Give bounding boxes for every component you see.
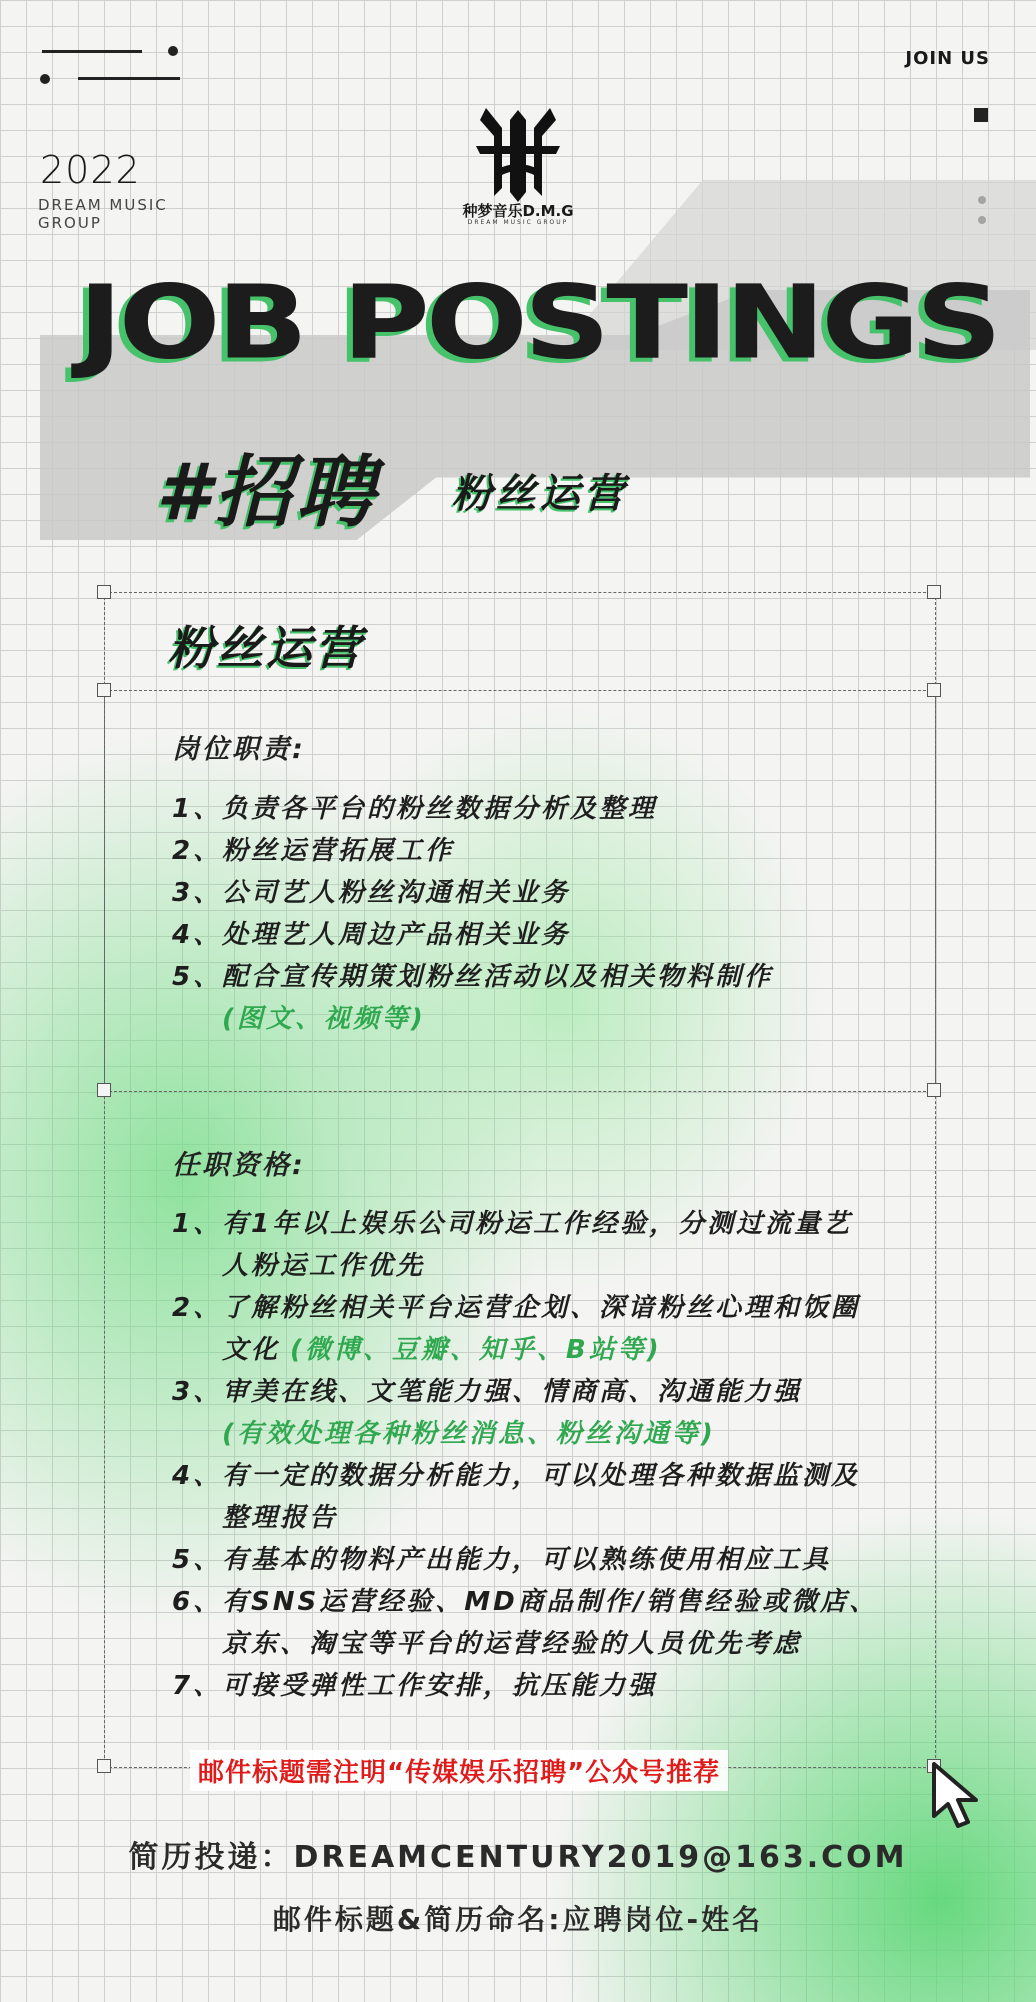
email-subject-notice: 邮件标题需注明“传媒娱乐招聘”公众号推荐: [190, 1750, 728, 1791]
list-item: [172, 872, 932, 914]
item-text: 处理艺人周边产品相关业务: [222, 920, 571, 950]
item-number: 5、: [172, 962, 223, 992]
item-number: 4、: [172, 1461, 223, 1491]
list-item: [172, 830, 932, 872]
item-text: 审美在线、文笔能力强、情商高、沟通能力强: [222, 1377, 803, 1407]
frame-corner: [97, 683, 111, 697]
deco-line-top: [42, 50, 142, 53]
deco-dot: [40, 74, 50, 84]
hash-title: #招聘: [156, 448, 379, 538]
duties-list: [172, 788, 932, 1040]
item-text: 有SNS运营经验、MD商品制作/销售经验或微店、: [222, 1587, 879, 1617]
item-number: 1、: [172, 794, 223, 824]
list-item: [172, 1203, 932, 1287]
list-item: [172, 788, 932, 830]
frame-corner: [97, 1759, 111, 1773]
list-item: [172, 1371, 932, 1455]
item-number: 3、: [172, 878, 223, 908]
item-text: 配合宣传期策划粉丝活动以及相关物料制作: [222, 962, 774, 992]
frame-corner: [97, 1083, 111, 1097]
logo-sub: DREAM MUSIC GROUP: [467, 219, 569, 226]
item-text: 了解粉丝相关平台运营企划、深谙粉丝心理和饭圈: [222, 1293, 861, 1323]
item-number: 1、: [172, 1209, 223, 1239]
dmg-logo-icon: [466, 100, 570, 210]
item-continuation: 人粉运工作优先: [222, 1251, 426, 1281]
year-label: 2022: [40, 148, 141, 192]
item-text: 有基本的物料产出能力，可以熟练使用相应工具: [222, 1545, 832, 1575]
item-number: 6、: [172, 1587, 223, 1617]
deco-dot: [168, 46, 178, 56]
item-text: 负责各平台的粉丝数据分析及整理: [222, 794, 658, 824]
join-us-label: JOIN US: [905, 48, 990, 69]
frame-corner: [97, 585, 111, 599]
position-subtitle: 粉丝运营: [452, 471, 628, 517]
item-continuation: 文化: [222, 1335, 281, 1365]
frame-corner: [927, 585, 941, 599]
list-item: [172, 914, 932, 956]
item-text: 公司艺人粉丝沟通相关业务: [222, 878, 571, 908]
job-title: 粉丝运营: [168, 621, 364, 675]
list-item: [172, 1287, 932, 1371]
item-continuation: 整理报告: [222, 1503, 339, 1533]
item-text: 粉丝运营拓展工作: [222, 836, 455, 866]
deco-line-bottom: [78, 77, 180, 80]
list-item: [172, 1665, 932, 1707]
list-item: [172, 1455, 932, 1539]
requirements-list: [172, 1203, 932, 1707]
list-item: [172, 1581, 932, 1665]
item-text: 有一定的数据分析能力，可以处理各种数据监测及: [222, 1461, 861, 1491]
naming-rule-line: 邮件标题&简历命名:应聘岗位-姓名: [272, 1903, 764, 1936]
item-number: 2、: [172, 836, 223, 866]
resume-email-line: 简历投递：DREAMCENTURY2019@163.COM: [128, 1840, 908, 1875]
item-text: 有1年以上娱乐公司粉运工作经验，分测过流量艺: [222, 1209, 853, 1239]
logo-name: 种梦音乐D.M.G: [462, 202, 574, 220]
frame-corner: [927, 683, 941, 697]
list-item: [172, 1539, 932, 1581]
duties-heading: 岗位职责:: [172, 734, 306, 765]
cursor-pointer-icon: [930, 1760, 992, 1832]
item-note: (有效处理各种粉丝消息、粉丝沟通等): [222, 1419, 716, 1449]
item-number: 2、: [172, 1293, 223, 1323]
frame-corner: [927, 1083, 941, 1097]
item-number: 5、: [172, 1545, 223, 1575]
item-note: (微博、豆瓣、知乎、B站等): [290, 1335, 662, 1365]
requirements-heading: 任职资格:: [172, 1150, 306, 1181]
item-number: 7、: [172, 1671, 223, 1701]
brand-line: DREAM MUSIC GROUP: [38, 196, 168, 232]
item-number: 3、: [172, 1377, 223, 1407]
list-item: [172, 956, 932, 1040]
item-text: 可接受弹性工作安排，抗压能力强: [222, 1671, 658, 1701]
item-continuation: 京东、淘宝等平台的运营经验的人员优先考虑: [222, 1629, 803, 1659]
square-marker: [974, 108, 988, 122]
hero-title: JOB POSTINGS: [78, 263, 999, 382]
item-note: (图文、视频等): [222, 1004, 426, 1034]
item-number: 4、: [172, 920, 223, 950]
